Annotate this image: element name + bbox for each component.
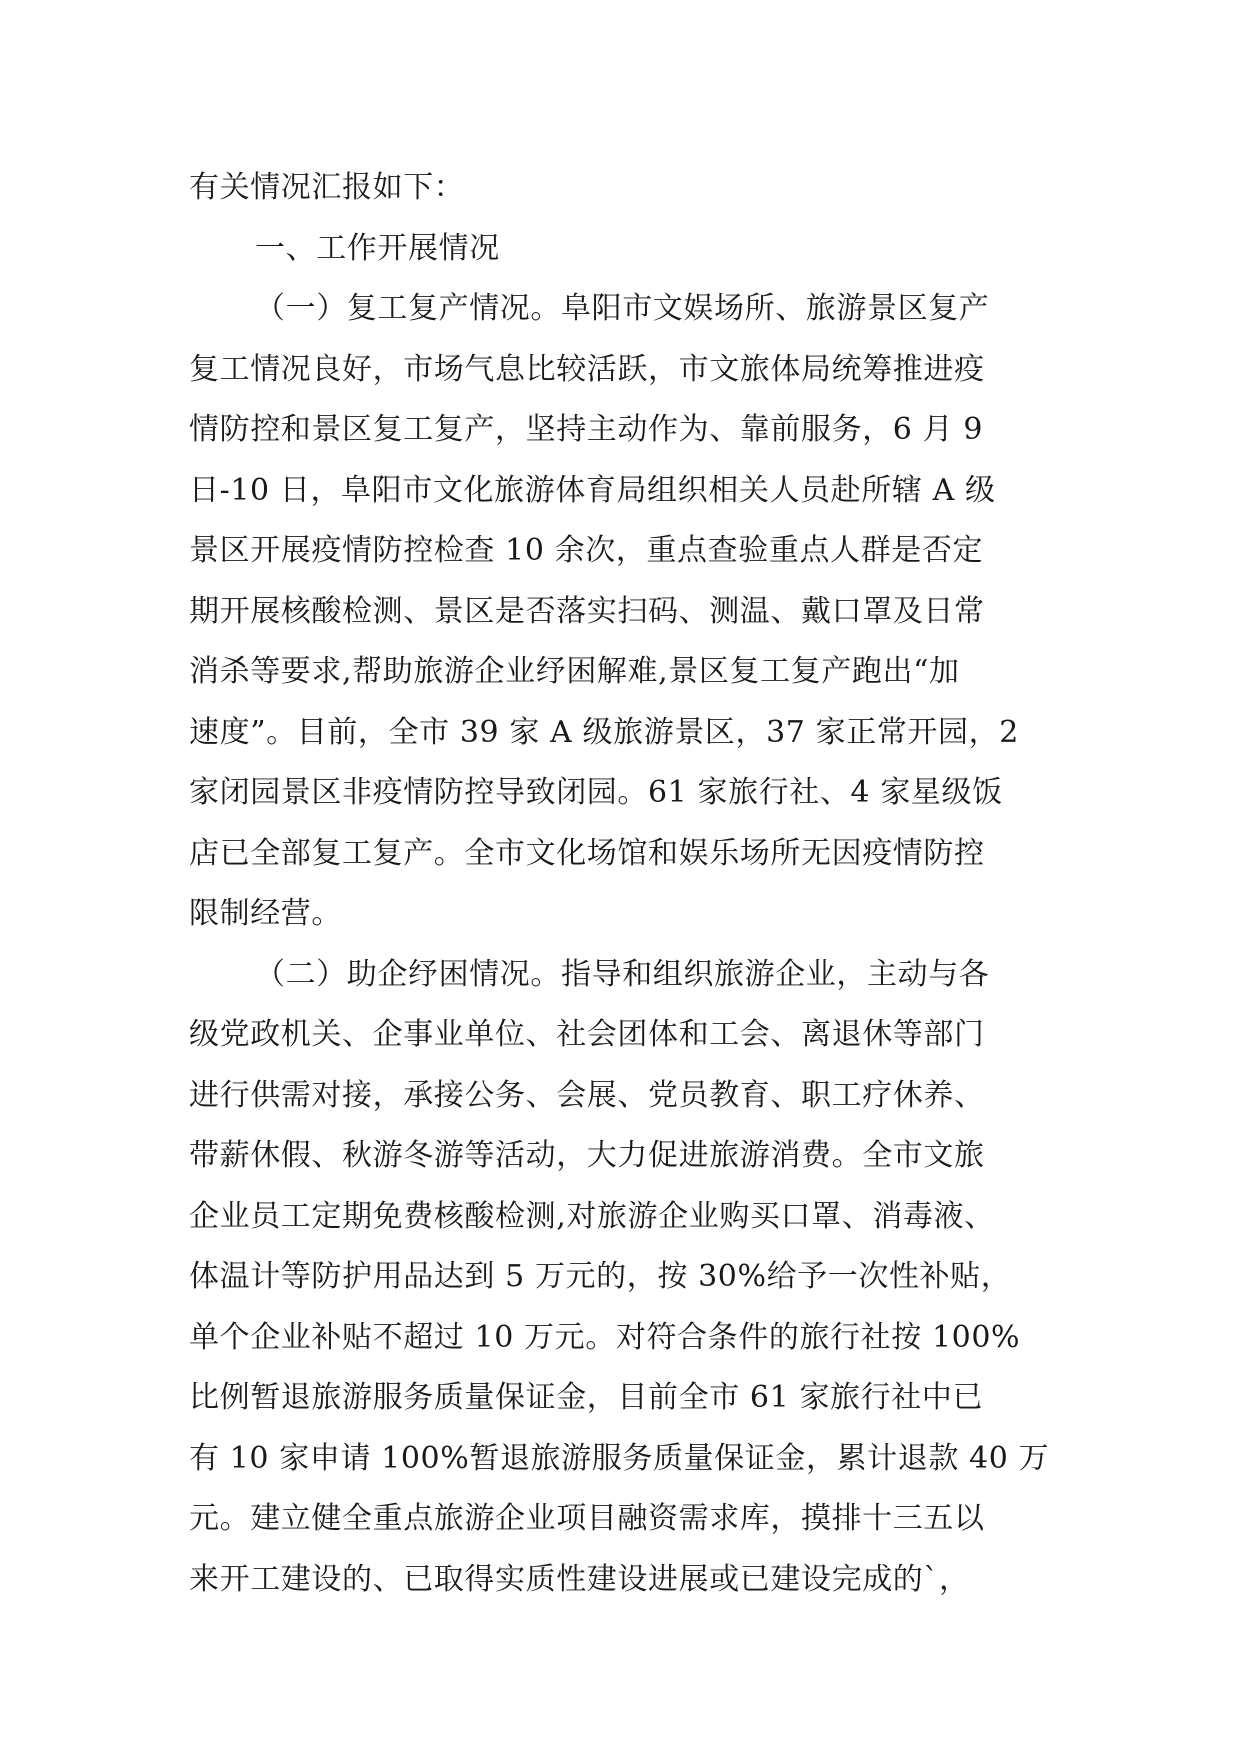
text-line: 速度”。目前，全市 39 家 A 级旅游景区，37 家正常开园，2 [189,714,1019,750]
text-line: 情防控和景区复工复产，坚持主动作为、靠前服务，6 月 9 [189,412,984,447]
text-line: （一）复工复产情况。阜阳市文娱场所、旅游景区复产 [255,291,990,326]
text-line: 家闭园景区非疫情防控导致闭园。61 家旅行社、4 家星级饭 [189,775,1003,810]
text-line: 体温计等防护用品达到 5 万元的，按 30%给予一次性补贴， [189,1259,1012,1294]
text-line: 消杀等要求,帮助旅游企业纾困解难,景区复工复产跑出“加 [189,654,960,689]
text-line: 期开展核酸检测、景区是否落实扫码、测温、戴口罩及日常 [189,593,985,629]
text-line: 景区开展疫情防控检查 10 余次，重点查验重点人群是否定 [189,533,984,568]
text-line: 元。建立健全重点旅游企业项目融资需求库，摸排十三五以 [189,1501,985,1536]
text-line: 日-10 日，阜阳市文化旅游体育局组织相关人员赴所辖 A 级 [189,472,996,508]
text-line: 一、工作开展情况 [255,230,500,266]
text-line: 比例暂退旅游服务质量保证金，目前全市 61 家旅行社中已 [189,1380,984,1415]
text-line: 来开工建设的、已取得实质性建设进展或已建设完成的`， [189,1561,970,1597]
text-line: 复工情况良好，市场气息比较活跃，市文旅体局统筹推进疫 [189,351,985,387]
text-line: 带薪休假、秋游冬游等活动，大力促进旅游消费。全市文旅 [189,1138,985,1173]
text-line: 企业员工定期免费核酸检测,对旅游企业购买口罩、消毒液、 [189,1198,995,1234]
text-line: 有 10 家申请 100%暂退旅游服务质量保证金，累计退款 40 万 [189,1440,1050,1476]
text-line: 限制经营。 [189,896,342,931]
text-line: 店已全部复工复产。全市文化场馆和娱乐场所无因疫情防控 [189,835,985,871]
text-line: 进行供需对接，承接公务、会展、党员教育、职工疗休养、 [189,1077,985,1113]
document-body [189,158,1069,1610]
text-line: （二）助企纾困情况。指导和组织旅游企业，主动与各 [255,956,990,992]
text-line: 级党政机关、企事业单位、社会团体和工会、离退休等部门 [189,1017,985,1052]
text-line: 单个企业补贴不超过 10 万元。对符合条件的旅行社按 100% [189,1319,1021,1355]
text-line: 有关情况汇报如下： [189,170,465,205]
